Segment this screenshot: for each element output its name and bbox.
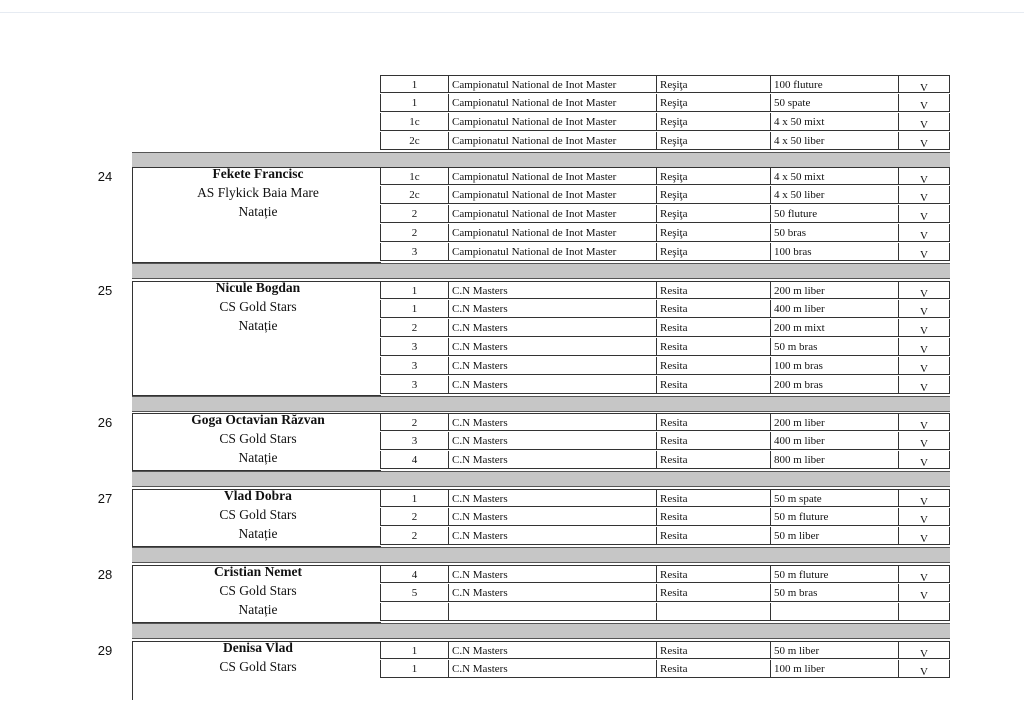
place-cell: 2 [380,319,448,337]
place-cell: 1 [380,300,448,318]
result-row [0,132,1024,151]
event-cell: 50 m fluture [770,565,898,583]
result-row [0,584,1024,603]
place-cell: 3 [380,376,448,394]
place-cell: 3 [380,243,448,261]
city-cell: Resita [656,432,770,450]
event-cell: 50 spate [770,94,898,112]
event-cell: 4 x 50 mixt [770,113,898,131]
verified-mark: V [898,376,950,394]
result-row [0,489,1024,508]
place-cell: 1c [380,113,448,131]
verified-mark: V [898,641,950,659]
competition-cell: Campionatul National de Inot Master [448,75,656,93]
athlete-name: Cristian Nemet [213,564,303,579]
result-row [0,319,1024,338]
result-row [0,94,1024,113]
place-cell: 1 [380,641,448,659]
entry-number: 28 [97,567,113,582]
city-cell: Resita [656,451,770,469]
verified-mark: V [898,132,950,150]
athlete-club: CS Gold Stars [219,507,297,522]
competition-cell: C.N Masters [448,338,656,356]
verified-mark: V [898,113,950,131]
event-cell: 50 m spate [770,489,898,507]
event-cell: 4 x 50 liber [770,132,898,150]
city-cell: Resita [656,489,770,507]
competition-cell [448,603,656,621]
competition-cell: Campionatul National de Inot Master [448,132,656,150]
result-row [0,508,1024,527]
entry-number: 25 [97,283,113,298]
athlete-name: Goga Octavian Răzvan [191,412,325,427]
section-separator [132,547,950,563]
city-cell: Reşiţa [656,243,770,261]
athlete-sport: Natație [238,204,278,219]
competition-cell: C.N Masters [448,357,656,375]
competition-cell: C.N Masters [448,641,656,659]
competition-cell: Campionatul National de Inot Master [448,186,656,204]
city-cell: Resita [656,565,770,583]
city-cell: Resita [656,357,770,375]
place-cell: 2c [380,186,448,204]
competition-cell: C.N Masters [448,489,656,507]
place-cell: 1 [380,94,448,112]
competition-cell: Campionatul National de Inot Master [448,94,656,112]
athlete-sport: Natație [238,318,278,333]
verified-mark: V [898,451,950,469]
result-row [0,75,1024,94]
athlete-sport: Natație [238,450,278,465]
athlete-club: CS Gold Stars [219,431,297,446]
verified-mark: V [898,565,950,583]
competition-cell: C.N Masters [448,319,656,337]
result-row [0,413,1024,432]
event-cell: 50 m bras [770,584,898,602]
city-cell: Reşiţa [656,186,770,204]
city-cell: Reşiţa [656,224,770,242]
entry-number: 24 [97,169,113,184]
section-separator [132,471,950,487]
result-row [0,205,1024,224]
result-row [0,243,1024,262]
place-cell: 3 [380,432,448,450]
athlete-club: CS Gold Stars [219,299,297,314]
place-cell: 2c [380,132,448,150]
athlete-club: AS Flykick Baia Mare [197,185,319,200]
athlete-club: CS Gold Stars [219,583,297,598]
place-cell [380,603,448,621]
event-cell: 200 m liber [770,413,898,431]
city-cell: Resita [656,300,770,318]
competition-cell: C.N Masters [448,451,656,469]
competition-cell: C.N Masters [448,432,656,450]
place-cell: 2 [380,508,448,526]
competition-cell: C.N Masters [448,281,656,299]
result-row [0,603,1024,622]
verified-mark: V [898,94,950,112]
competition-cell: Campionatul National de Inot Master [448,113,656,131]
event-cell: 50 fluture [770,205,898,223]
result-row [0,281,1024,300]
result-row [0,167,1024,186]
city-cell: Resita [656,584,770,602]
entry-number: 26 [97,415,113,430]
verified-mark: V [898,527,950,545]
entry-number: 27 [97,491,113,506]
verified-mark: V [898,224,950,242]
event-cell: 50 bras [770,224,898,242]
result-row [0,357,1024,376]
verified-mark: V [898,186,950,204]
verified-mark: V [898,300,950,318]
event-cell: 100 m liber [770,660,898,678]
place-cell: 2 [380,413,448,431]
city-cell: Resita [656,413,770,431]
verified-mark: V [898,660,950,678]
entry-number: 29 [97,643,113,658]
competition-cell: C.N Masters [448,413,656,431]
result-row [0,527,1024,546]
verified-mark: V [898,319,950,337]
city-cell: Reşiţa [656,94,770,112]
event-cell: 100 m bras [770,357,898,375]
city-cell [656,603,770,621]
place-cell: 1 [380,660,448,678]
verified-mark: V [898,205,950,223]
city-cell: Resita [656,527,770,545]
event-cell: 400 m liber [770,300,898,318]
competition-cell: Campionatul National de Inot Master [448,243,656,261]
event-cell: 200 m bras [770,376,898,394]
result-row [0,224,1024,243]
verified-mark: V [898,167,950,185]
place-cell: 1 [380,281,448,299]
competition-cell: C.N Masters [448,300,656,318]
athlete-sport: Natație [238,602,278,617]
result-row [0,376,1024,395]
city-cell: Reşiţa [656,75,770,93]
event-cell: 100 fluture [770,75,898,93]
city-cell: Resita [656,281,770,299]
verified-mark: V [898,338,950,356]
verified-mark: V [898,508,950,526]
athlete-name: Nicule Bogdan [215,280,301,295]
competition-cell: C.N Masters [448,660,656,678]
athlete-sport: Natație [238,526,278,541]
city-cell: Reşiţa [656,132,770,150]
result-row [0,338,1024,357]
event-cell: 50 m liber [770,527,898,545]
event-cell [770,603,898,621]
verified-mark: V [898,281,950,299]
result-row [0,641,1024,660]
result-row [0,113,1024,132]
place-cell: 2 [380,527,448,545]
city-cell: Resita [656,660,770,678]
city-cell: Reşiţa [656,205,770,223]
place-cell: 2 [380,205,448,223]
competition-cell: C.N Masters [448,376,656,394]
place-cell: 4 [380,451,448,469]
place-cell: 4 [380,565,448,583]
event-cell: 4 x 50 mixt [770,167,898,185]
result-row [0,660,1024,679]
athlete-name: Vlad Dobra [224,488,292,503]
event-cell: 200 m mixt [770,319,898,337]
competition-cell: C.N Masters [448,508,656,526]
athlete-club: CS Gold Stars [219,659,297,674]
athlete-name: Fekete Francisc [212,166,304,181]
verified-mark: V [898,584,950,602]
city-cell: Resita [656,508,770,526]
result-row [0,565,1024,584]
verified-mark: V [898,243,950,261]
competition-cell: Campionatul National de Inot Master [448,205,656,223]
event-cell: 800 m liber [770,451,898,469]
competition-cell: C.N Masters [448,527,656,545]
event-cell: 4 x 50 liber [770,186,898,204]
verified-mark: V [898,489,950,507]
result-row [0,300,1024,319]
place-cell: 3 [380,357,448,375]
competition-cell: Campionatul National de Inot Master [448,224,656,242]
event-cell: 50 m fluture [770,508,898,526]
place-cell: 5 [380,584,448,602]
event-cell: 400 m liber [770,432,898,450]
verified-mark: V [898,413,950,431]
place-cell: 1 [380,75,448,93]
verified-mark: V [898,432,950,450]
verified-mark: V [898,75,950,93]
city-cell: Reşiţa [656,113,770,131]
event-cell: 200 m liber [770,281,898,299]
section-separator [132,263,950,279]
place-cell: 1c [380,167,448,185]
verified-mark: V [898,357,950,375]
result-row [0,451,1024,470]
section-separator [132,623,950,639]
place-cell: 3 [380,338,448,356]
event-cell: 50 m liber [770,641,898,659]
competition-cell: Campionatul National de Inot Master [448,167,656,185]
place-cell: 1 [380,489,448,507]
city-cell: Resita [656,338,770,356]
event-cell: 100 bras [770,243,898,261]
competition-cell: C.N Masters [448,584,656,602]
city-cell: Reşiţa [656,167,770,185]
athlete-name: Denisa Vlad [223,640,293,655]
city-cell: Resita [656,376,770,394]
place-cell: 2 [380,224,448,242]
verified-mark [898,603,950,621]
result-row [0,186,1024,205]
city-cell: Resita [656,641,770,659]
city-cell: Resita [656,319,770,337]
competition-cell: C.N Masters [448,565,656,583]
result-row [0,432,1024,451]
event-cell: 50 m bras [770,338,898,356]
